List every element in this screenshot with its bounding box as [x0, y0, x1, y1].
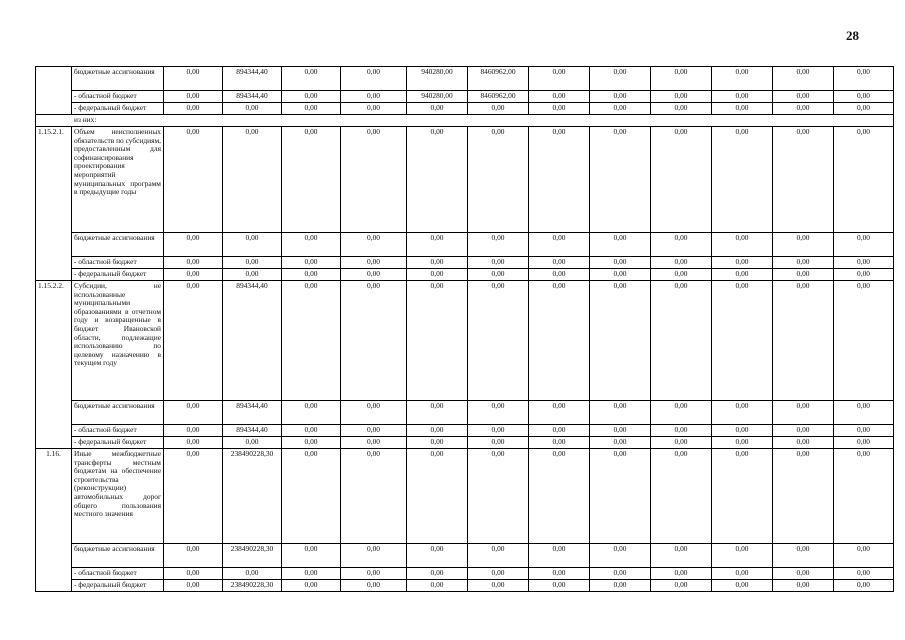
- value-cell: 0,00: [712, 127, 773, 233]
- row-label-cell: бюджетные ассигнования: [72, 401, 164, 425]
- value-cell: 0,00: [590, 401, 651, 425]
- table-row: [36, 401, 894, 425]
- value-cell: 0,00: [651, 437, 712, 449]
- value-cell: 0,00: [712, 91, 773, 103]
- row-label-cell: - областной бюджет: [72, 257, 164, 269]
- value-cell: 0,00: [651, 103, 712, 115]
- table-row: [36, 67, 894, 91]
- value-cell: 0,00: [773, 281, 834, 401]
- value-cell: 894344,40: [223, 91, 282, 103]
- value-cell: 0,00: [651, 568, 712, 580]
- budget-table: [35, 66, 894, 592]
- value-cell: 0,00: [468, 281, 529, 401]
- value-cell: 0,00: [341, 91, 407, 103]
- value-cell: 0,00: [468, 544, 529, 568]
- value-cell: 0,00: [468, 437, 529, 449]
- value-cell: 0,00: [712, 425, 773, 437]
- value-cell: 0,00: [712, 257, 773, 269]
- row-label-cell: бюджетные ассигнования: [72, 67, 164, 91]
- value-cell: 0,00: [282, 437, 341, 449]
- value-cell: 0,00: [407, 580, 468, 592]
- table-row: [36, 127, 894, 233]
- value-cell: 0,00: [407, 281, 468, 401]
- row-code-cell: 1.16.: [36, 449, 72, 592]
- value-cell: 0,00: [529, 568, 590, 580]
- value-cell: 0,00: [529, 67, 590, 91]
- value-cell: 0,00: [468, 425, 529, 437]
- row-label-cell: бюджетные ассигнования: [72, 544, 164, 568]
- value-cell: 0,00: [468, 449, 529, 544]
- value-cell: 0,00: [773, 269, 834, 281]
- row-label-cell: Объем неисполненных обязательств по субсидиям, предоставленным для софинансирования проектирования мероприятий муниципальных программ в предыдущие годы: [72, 127, 164, 233]
- value-cell: 0,00: [468, 568, 529, 580]
- row-code-cell: [36, 67, 72, 115]
- value-cell: 0,00: [164, 568, 223, 580]
- value-cell: 0,00: [529, 91, 590, 103]
- value-cell: 0,00: [529, 269, 590, 281]
- value-cell: 0,00: [223, 568, 282, 580]
- value-cell: 0,00: [529, 233, 590, 257]
- value-cell: 0,00: [341, 103, 407, 115]
- value-cell: 0,00: [282, 544, 341, 568]
- value-cell: 0,00: [712, 580, 773, 592]
- row-label-cell: - областной бюджет: [72, 568, 164, 580]
- value-cell: 0,00: [834, 544, 894, 568]
- value-cell: 0,00: [164, 233, 223, 257]
- value-cell: 0,00: [223, 257, 282, 269]
- value-cell: 0,00: [164, 127, 223, 233]
- value-cell: 0,00: [164, 67, 223, 91]
- value-cell: 0,00: [468, 257, 529, 269]
- value-cell: 0,00: [407, 269, 468, 281]
- row-label-cell: - федеральный бюджет: [72, 437, 164, 449]
- value-cell: 0,00: [282, 401, 341, 425]
- value-cell: 0,00: [773, 544, 834, 568]
- value-cell: 0,00: [407, 127, 468, 233]
- value-cell: 0,00: [651, 449, 712, 544]
- value-cell: 0,00: [468, 269, 529, 281]
- value-cell: 0,00: [712, 281, 773, 401]
- value-cell: 0,00: [590, 580, 651, 592]
- value-cell: 0,00: [651, 127, 712, 233]
- value-cell: 0,00: [773, 437, 834, 449]
- subheading-cell: из них:: [36, 115, 894, 127]
- value-cell: 894344,40: [223, 67, 282, 91]
- value-cell: 0,00: [407, 544, 468, 568]
- value-cell: 0,00: [341, 425, 407, 437]
- value-cell: 894344,40: [223, 401, 282, 425]
- value-cell: 0,00: [282, 281, 341, 401]
- value-cell: 0,00: [651, 580, 712, 592]
- value-cell: 238490228,30: [223, 544, 282, 568]
- value-cell: 0,00: [712, 449, 773, 544]
- value-cell: 0,00: [223, 269, 282, 281]
- value-cell: 940280,00: [407, 67, 468, 91]
- value-cell: 0,00: [282, 103, 341, 115]
- value-cell: 0,00: [341, 580, 407, 592]
- value-cell: 0,00: [468, 580, 529, 592]
- value-cell: 0,00: [712, 401, 773, 425]
- value-cell: 0,00: [341, 257, 407, 269]
- value-cell: 0,00: [164, 269, 223, 281]
- value-cell: 0,00: [407, 103, 468, 115]
- value-cell: 0,00: [651, 425, 712, 437]
- table-row: [36, 257, 894, 269]
- value-cell: 0,00: [529, 127, 590, 233]
- value-cell: 940280,00: [407, 91, 468, 103]
- row-label-cell: Иные межбюджетные трансферты местным бюджетам на обеспечение строительства (реконструкции) автомобильных дорог общего пользования местного значения: [72, 449, 164, 544]
- value-cell: 0,00: [223, 437, 282, 449]
- value-cell: 0,00: [590, 281, 651, 401]
- value-cell: 0,00: [773, 233, 834, 257]
- value-cell: 0,00: [529, 281, 590, 401]
- value-cell: 0,00: [651, 544, 712, 568]
- value-cell: 0,00: [834, 257, 894, 269]
- value-cell: 0,00: [773, 127, 834, 233]
- value-cell: 0,00: [468, 103, 529, 115]
- value-cell: 0,00: [164, 449, 223, 544]
- value-cell: 0,00: [282, 580, 341, 592]
- value-cell: 8460962,00: [468, 91, 529, 103]
- value-cell: 0,00: [834, 281, 894, 401]
- value-cell: 0,00: [773, 568, 834, 580]
- value-cell: 0,00: [773, 257, 834, 269]
- value-cell: 0,00: [590, 269, 651, 281]
- value-cell: 0,00: [223, 127, 282, 233]
- value-cell: 0,00: [773, 425, 834, 437]
- value-cell: 0,00: [529, 580, 590, 592]
- row-label-cell: бюджетные ассигнования: [72, 233, 164, 257]
- value-cell: 0,00: [282, 91, 341, 103]
- value-cell: 0,00: [834, 103, 894, 115]
- table-row: [36, 449, 894, 544]
- value-cell: 0,00: [529, 257, 590, 269]
- value-cell: 0,00: [651, 257, 712, 269]
- value-cell: 0,00: [773, 91, 834, 103]
- value-cell: 0,00: [590, 437, 651, 449]
- value-cell: 0,00: [529, 425, 590, 437]
- value-cell: 0,00: [407, 401, 468, 425]
- row-label-cell: - федеральный бюджет: [72, 103, 164, 115]
- value-cell: 0,00: [590, 103, 651, 115]
- value-cell: 0,00: [468, 401, 529, 425]
- value-cell: 0,00: [712, 233, 773, 257]
- value-cell: 0,00: [529, 401, 590, 425]
- value-cell: 0,00: [651, 91, 712, 103]
- row-code-cell: 1.15.2.1.: [36, 127, 72, 281]
- row-label-cell: - федеральный бюджет: [72, 580, 164, 592]
- table-row: [36, 233, 894, 257]
- value-cell: 0,00: [407, 425, 468, 437]
- value-cell: 0,00: [834, 580, 894, 592]
- value-cell: 894344,40: [223, 425, 282, 437]
- value-cell: 0,00: [773, 401, 834, 425]
- value-cell: 0,00: [651, 67, 712, 91]
- value-cell: 0,00: [529, 437, 590, 449]
- value-cell: 0,00: [164, 580, 223, 592]
- value-cell: 0,00: [282, 269, 341, 281]
- table-row: [36, 544, 894, 568]
- value-cell: 0,00: [164, 281, 223, 401]
- table-row: [36, 425, 894, 437]
- value-cell: 0,00: [773, 580, 834, 592]
- table-row: [36, 437, 894, 449]
- value-cell: 0,00: [834, 91, 894, 103]
- value-cell: 0,00: [834, 437, 894, 449]
- value-cell: 0,00: [164, 257, 223, 269]
- value-cell: 0,00: [164, 425, 223, 437]
- value-cell: 0,00: [773, 103, 834, 115]
- page-number: 28: [846, 28, 859, 43]
- value-cell: 0,00: [590, 127, 651, 233]
- value-cell: 0,00: [651, 233, 712, 257]
- table-row: [36, 91, 894, 103]
- value-cell: 0,00: [407, 568, 468, 580]
- value-cell: 0,00: [341, 67, 407, 91]
- value-cell: 0,00: [529, 544, 590, 568]
- value-cell: 0,00: [651, 401, 712, 425]
- value-cell: 0,00: [590, 544, 651, 568]
- value-cell: 0,00: [341, 233, 407, 257]
- value-cell: 0,00: [341, 544, 407, 568]
- row-label-cell: Субсидии, не использованные муниципальными образованиями в отчетном году и возвращенные в бюджет Ивановской области, подлежащие использованию по целевому назначению в текущем году: [72, 281, 164, 401]
- value-cell: 0,00: [834, 449, 894, 544]
- table-row: [36, 269, 894, 281]
- table-row: [36, 580, 894, 592]
- value-cell: 0,00: [712, 568, 773, 580]
- value-cell: 894344,40: [223, 281, 282, 401]
- value-cell: 0,00: [164, 437, 223, 449]
- value-cell: 0,00: [834, 269, 894, 281]
- value-cell: 0,00: [468, 127, 529, 233]
- value-cell: 238490228,30: [223, 580, 282, 592]
- value-cell: 0,00: [834, 401, 894, 425]
- value-cell: 0,00: [341, 568, 407, 580]
- value-cell: 0,00: [651, 281, 712, 401]
- value-cell: 0,00: [712, 67, 773, 91]
- value-cell: 0,00: [223, 103, 282, 115]
- value-cell: 0,00: [282, 449, 341, 544]
- value-cell: 0,00: [282, 127, 341, 233]
- value-cell: 0,00: [834, 67, 894, 91]
- value-cell: 0,00: [590, 91, 651, 103]
- value-cell: 0,00: [590, 449, 651, 544]
- value-cell: 0,00: [341, 269, 407, 281]
- value-cell: 0,00: [834, 127, 894, 233]
- value-cell: 238490228,30: [223, 449, 282, 544]
- table-row: [36, 103, 894, 115]
- value-cell: 0,00: [590, 568, 651, 580]
- value-cell: 0,00: [773, 67, 834, 91]
- value-cell: 0,00: [834, 568, 894, 580]
- value-cell: 0,00: [407, 437, 468, 449]
- value-cell: 0,00: [164, 103, 223, 115]
- value-cell: 0,00: [590, 67, 651, 91]
- value-cell: 0,00: [341, 437, 407, 449]
- value-cell: 0,00: [590, 233, 651, 257]
- table-row: [36, 115, 894, 127]
- value-cell: 8460962,00: [468, 67, 529, 91]
- value-cell: 0,00: [282, 233, 341, 257]
- value-cell: 0,00: [341, 401, 407, 425]
- value-cell: 0,00: [407, 449, 468, 544]
- value-cell: 0,00: [164, 544, 223, 568]
- table-row: [36, 281, 894, 401]
- value-cell: 0,00: [282, 257, 341, 269]
- row-code-cell: 1.15.2.2.: [36, 281, 72, 449]
- value-cell: 0,00: [834, 425, 894, 437]
- value-cell: 0,00: [590, 257, 651, 269]
- value-cell: 0,00: [282, 568, 341, 580]
- value-cell: 0,00: [341, 127, 407, 233]
- value-cell: 0,00: [651, 269, 712, 281]
- value-cell: 0,00: [407, 233, 468, 257]
- value-cell: 0,00: [712, 437, 773, 449]
- value-cell: 0,00: [341, 281, 407, 401]
- value-cell: 0,00: [282, 67, 341, 91]
- row-label-cell: - федеральный бюджет: [72, 269, 164, 281]
- row-label-cell: - областной бюджет: [72, 425, 164, 437]
- value-cell: 0,00: [223, 233, 282, 257]
- value-cell: 0,00: [712, 269, 773, 281]
- value-cell: 0,00: [590, 425, 651, 437]
- value-cell: 0,00: [773, 449, 834, 544]
- value-cell: 0,00: [712, 103, 773, 115]
- value-cell: 0,00: [529, 449, 590, 544]
- value-cell: 0,00: [282, 425, 341, 437]
- value-cell: 0,00: [468, 233, 529, 257]
- value-cell: 0,00: [164, 91, 223, 103]
- value-cell: 0,00: [529, 103, 590, 115]
- row-label-cell: - областной бюджет: [72, 91, 164, 103]
- table-row: [36, 568, 894, 580]
- value-cell: 0,00: [164, 401, 223, 425]
- value-cell: 0,00: [834, 233, 894, 257]
- value-cell: 0,00: [712, 544, 773, 568]
- value-cell: 0,00: [407, 257, 468, 269]
- value-cell: 0,00: [341, 449, 407, 544]
